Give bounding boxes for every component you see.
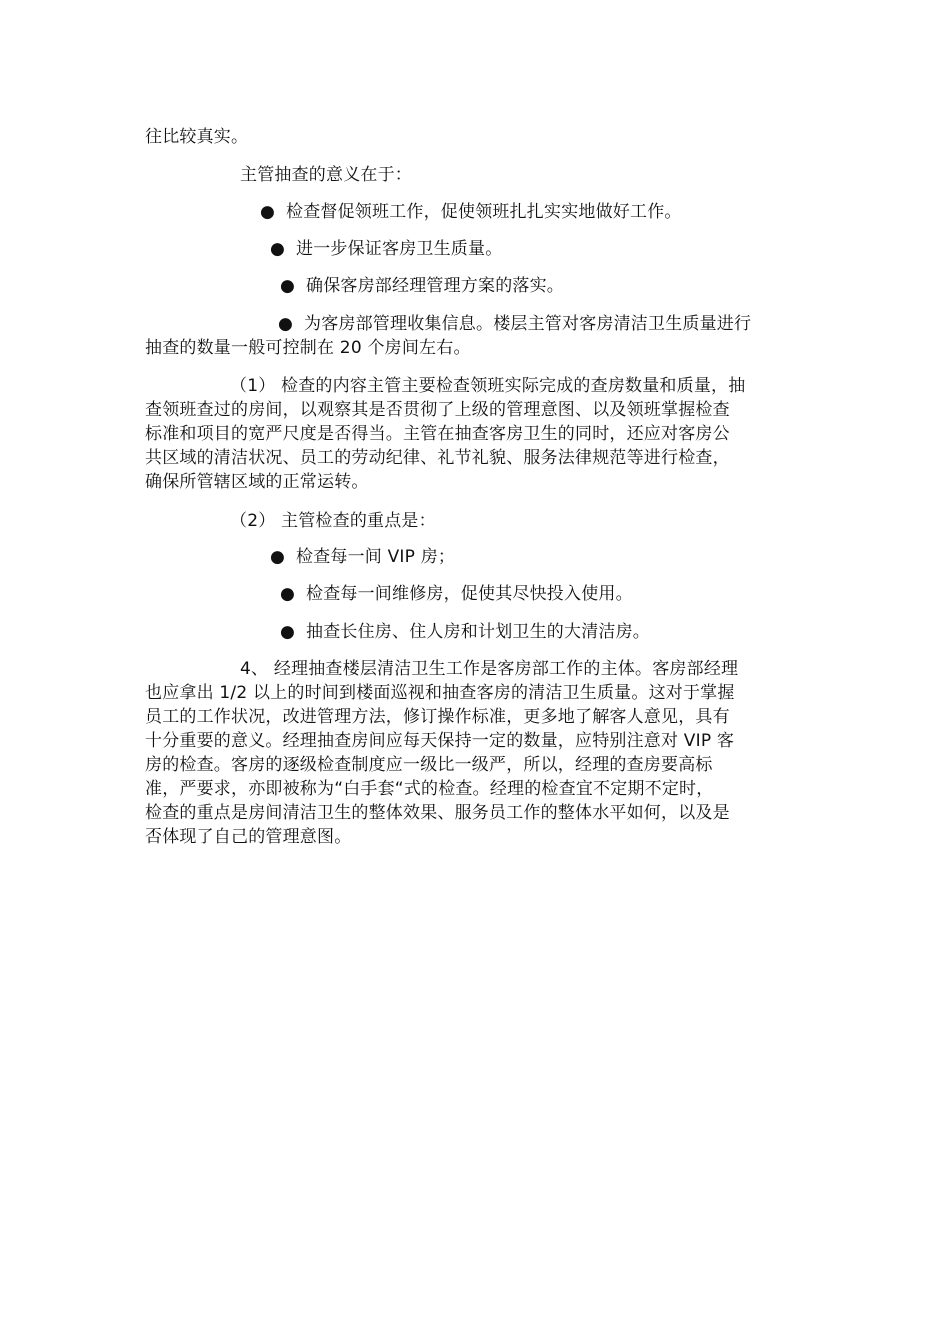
paragraph-line: 4、 经理抽查楼层清洁卫生工作是客房部工作的主体。客房部经理 (240, 659, 739, 679)
text-line: 抽查的数量一般可控制在 20 个房间左右。 (145, 338, 471, 358)
bullet-icon: ● (270, 547, 286, 567)
list-item (280, 274, 564, 298)
list-item (260, 200, 682, 224)
list-item-text: 进一步保证客房卫生质量。 (296, 239, 503, 259)
section-heading: 主管抽查的意义在于： (240, 165, 412, 185)
paragraph-line: 准，严要求，亦即被称为“白手套“式的检查。经理的检查宜不定期不定时， (145, 779, 714, 799)
paragraph-line: 检查的重点是房间清洁卫生的整体效果、服务员工作的整体水平如何，以及是 (145, 803, 730, 823)
paragraph-line: （1） 检查的内容主管主要检查领班实际完成的查房数量和质量，抽 (230, 376, 746, 396)
paragraph-line: 员工的工作状况，改进管理方法，修订操作标准，更多地了解客人意见，具有 (145, 707, 730, 727)
paragraph-line: 共区域的清洁状况、员工的劳动纪律、礼节礼貌、服务法律规范等进行检查， (145, 448, 730, 468)
bullet-icon: ● (270, 239, 286, 259)
list-item (280, 620, 650, 644)
list-item (270, 545, 455, 569)
paragraph-line: 也应拿出 1/2 以上的时间到楼面巡视和抽查客房的清洁卫生质量。这对于掌握 (145, 683, 735, 703)
paragraph-inspection-content (145, 374, 810, 494)
list-item-text: 检查督促领班工作，促使领班扎扎实实地做好工作。 (286, 202, 682, 222)
list-item (278, 312, 751, 336)
bullet-icon: ● (260, 202, 276, 222)
bullet-icon: ● (278, 314, 294, 334)
list-item (270, 237, 502, 261)
bullet-icon: ● (280, 622, 296, 642)
bullet-icon: ● (280, 584, 296, 604)
paragraph-line: 标准和项目的宽严尺度是否得当。主管在抽查客房卫生的同时，还应对客房公 (145, 424, 730, 444)
list-item (280, 582, 633, 606)
paragraph-manager-inspection (145, 657, 810, 849)
list-item-text: 抽查长住房、住人房和计划卫生的大清洁房。 (306, 622, 650, 642)
list-item-text: 检查每一间 VIP 房； (296, 547, 456, 567)
text-line: 往比较真实。 (145, 127, 249, 147)
bullet-icon: ● (280, 276, 296, 296)
paragraph-line: 否体现了自己的管理意图。 (145, 827, 352, 847)
list-item-text: 确保客房部经理管理方案的落实。 (306, 276, 564, 296)
paragraph-line: 确保所管辖区域的正常运转。 (145, 472, 369, 492)
list-item-text: 为客房部管理收集信息。楼层主管对客房清洁卫生质量进行 (304, 314, 752, 334)
list-item-text: 检查每一间维修房，促使其尽快投入使用。 (306, 584, 633, 604)
paragraph-line: 十分重要的意义。经理抽查房间应每天保持一定的数量，应特别注意对 VIP 客 (145, 731, 735, 751)
paragraph-line: 房的检查。客房的逐级检查制度应一级比一级严，所以，经理的查房要高标 (145, 755, 713, 775)
section-heading: （2） 主管检查的重点是： (230, 511, 436, 531)
paragraph-line: 查领班查过的房间，以观察其是否贯彻了上级的管理意图、以及领班掌握检查 (145, 400, 730, 420)
